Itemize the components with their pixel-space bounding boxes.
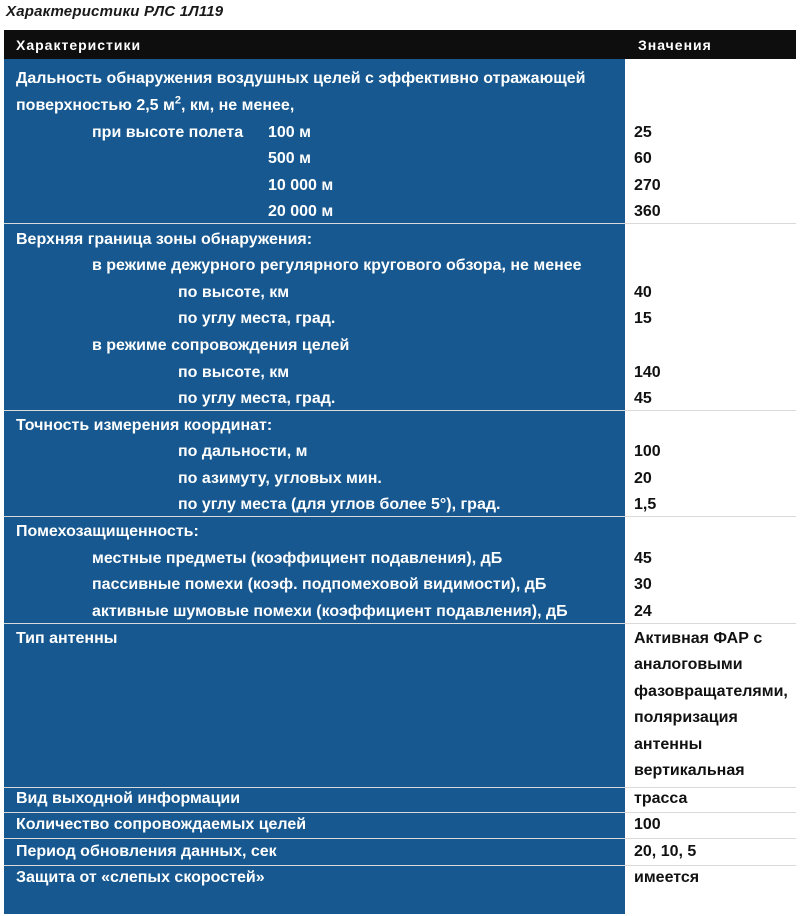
header-characteristics: Характеристики — [16, 37, 142, 53]
row-separator — [4, 410, 796, 411]
output-label: Вид выходной информации — [16, 790, 241, 807]
detect-altitude-label: при высоте полета — [92, 124, 244, 141]
antenna-value-line3: фазовращателями, — [634, 683, 788, 700]
row-separator — [4, 812, 796, 813]
antenna-value-line2: аналоговыми — [634, 656, 743, 673]
accuracy-range-value: 100 — [634, 443, 661, 460]
accuracy-elevation-value: 1,5 — [634, 496, 657, 513]
upper-tracking-height-label: по высоте, км — [178, 364, 290, 381]
detect-value-10000: 270 — [634, 177, 661, 194]
output-value: трасса — [634, 790, 688, 807]
antenna-value-line5: антенны — [634, 736, 703, 753]
upper-mode-tracking: в режиме сопровождения целей — [92, 337, 350, 354]
table-caption: Характеристики РЛС 1Л119 — [6, 3, 224, 20]
detect-altitude-100: 100 м — [268, 124, 311, 141]
tracked-value: 100 — [634, 816, 661, 833]
upper-survey-elevation-label: по углу места, град. — [178, 310, 336, 327]
jam-active-value: 24 — [634, 603, 652, 620]
detect-title-line2-end: , км, не менее, — [180, 97, 295, 114]
row-separator — [4, 838, 796, 839]
detect-altitude-500: 500 м — [268, 150, 311, 167]
row-separator — [4, 223, 796, 224]
detect-title-line2 — [16, 96, 294, 116]
upper-title: Верхняя граница зоны обнаружения: — [16, 231, 313, 248]
detect-title-superscript: 2 — [174, 94, 181, 107]
table-header — [4, 30, 796, 59]
spec-table — [4, 59, 796, 914]
blind-speed-label: Защита от «слепых скоростей» — [16, 869, 265, 886]
update-label: Период обновления данных, сек — [16, 843, 277, 860]
accuracy-elevation-label: по углу места (для углов более 5°), град. — [178, 496, 501, 513]
jam-active-label: активные шумовые помехи (коэффициент подавления), дБ — [92, 603, 568, 620]
jam-passive-value: 30 — [634, 576, 652, 593]
upper-survey-elevation-value: 15 — [634, 310, 652, 327]
jam-passive-label: пассивные помехи (коэф. подпомеховой видимости), дБ — [92, 576, 547, 593]
detect-value-100: 25 — [634, 124, 652, 141]
detect-value-20000: 360 — [634, 203, 661, 220]
upper-mode-survey: в режиме дежурного регулярного кругового обзора, не менее — [92, 257, 582, 274]
detect-altitude-20000: 20 000 м — [268, 203, 334, 220]
antenna-value-line1: Активная ФАР с — [634, 630, 763, 647]
jam-clutter-label: местные предметы (коэффициент подавления), дБ — [92, 550, 503, 567]
upper-tracking-height-value: 140 — [634, 364, 661, 381]
tracked-label: Количество сопровождаемых целей — [16, 816, 307, 833]
antenna-value-line4: поляризация — [634, 709, 738, 726]
row-separator — [4, 787, 796, 788]
upper-tracking-elevation-value: 45 — [634, 390, 652, 407]
detect-title-line2-text: поверхностью 2,5 м — [16, 97, 175, 114]
accuracy-title: Точность измерения координат: — [16, 417, 273, 434]
detect-altitude-10000: 10 000 м — [268, 177, 334, 194]
detect-title-line1: Дальность обнаружения воздушных целей с эффективно отражающей — [16, 70, 586, 87]
upper-survey-height-label: по высоте, км — [178, 284, 290, 301]
detect-value-500: 60 — [634, 150, 652, 167]
upper-tracking-elevation-label: по углу места, град. — [178, 390, 336, 407]
jam-title: Помехозащищенность: — [16, 523, 199, 540]
blind-speed-value: имеется — [634, 869, 700, 886]
row-separator — [4, 623, 796, 624]
accuracy-azimuth-label: по азимуту, угловых мин. — [178, 470, 382, 487]
antenna-label: Тип антенны — [16, 630, 118, 647]
row-separator — [4, 516, 796, 517]
header-values: Значения — [638, 37, 712, 53]
accuracy-azimuth-value: 20 — [634, 470, 652, 487]
upper-survey-height-value: 40 — [634, 284, 652, 301]
row-separator — [4, 865, 796, 866]
accuracy-range-label: по дальности, м — [178, 443, 308, 460]
update-value: 20, 10, 5 — [634, 843, 697, 860]
jam-clutter-value: 45 — [634, 550, 652, 567]
antenna-value-line6: вертикальная — [634, 762, 745, 779]
